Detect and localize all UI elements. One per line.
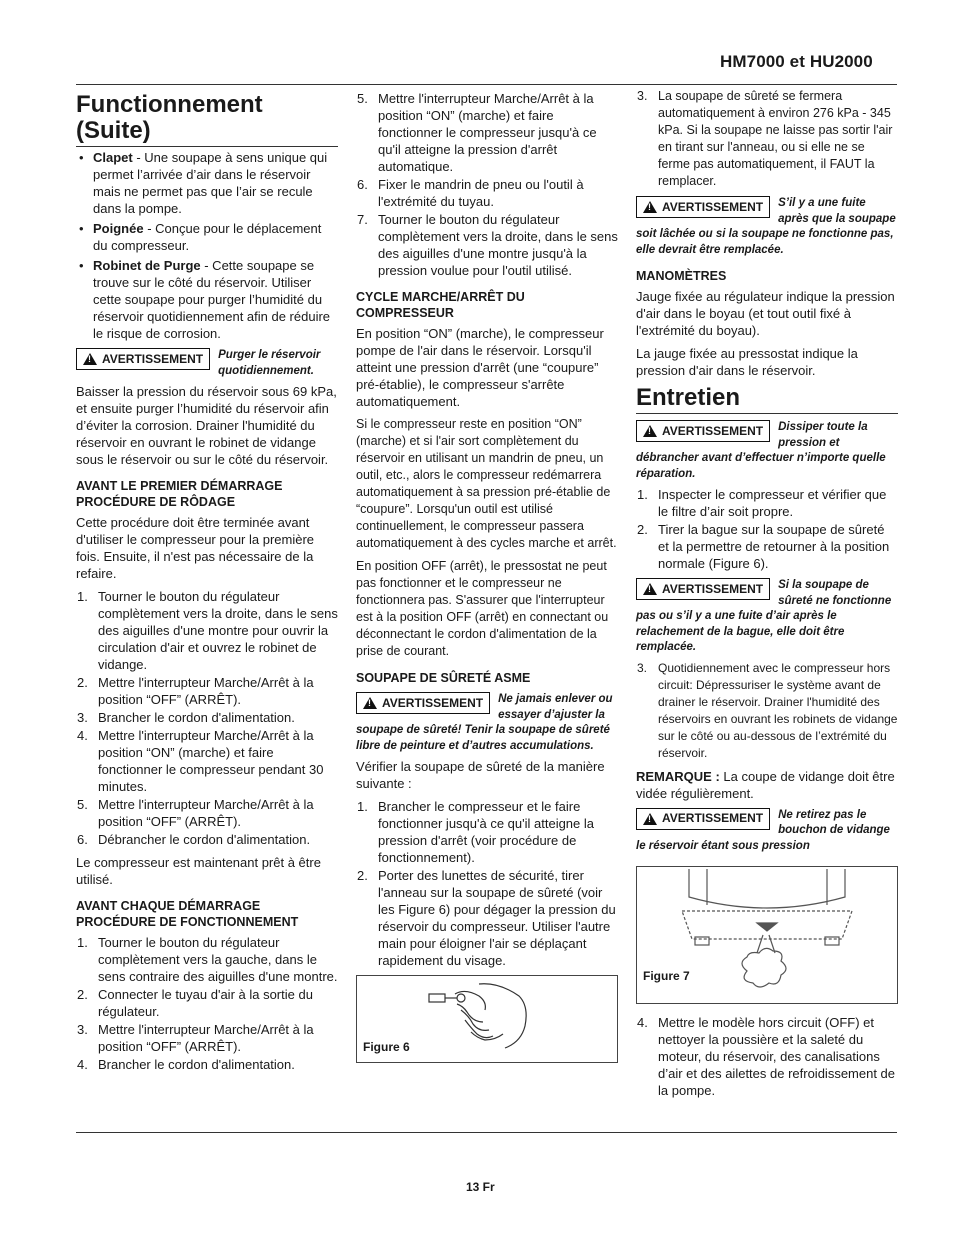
- section-title-functionnement: Functionnement (Suite): [76, 92, 338, 147]
- warning-badge: [356, 692, 490, 714]
- warning-triangle-icon: [363, 697, 377, 709]
- paragraph: La jauge fixée au pressostat indique la pression d'air dans le réservoir.: [636, 346, 858, 378]
- paragraph: En position “ON” (marche), le compresseur pompe de l'air dans le réservoir. Lorsqu'il atteint une pression d'arrêt (une “coupure” pré-établie), le compresseur s'arrête automatiquement.: [356, 326, 604, 409]
- list-item: 1. Tourner le bouton du régulateur complètement vers la gauche, dans le sens contraire des aiguilles d'une montre.: [77, 935, 338, 984]
- list-item: 6. Fixer le mandrin de pneu ou l'outil à l'extrémité du tuyau.: [357, 177, 584, 209]
- warning-label: AVERTISSEMENT: [662, 581, 764, 596]
- footer-rule: [76, 1132, 897, 1133]
- numbered-list: [636, 660, 898, 762]
- list-item: 1. Brancher le compresseur et le faire fonctionner jusqu'à ce qu'il atteigne la pression d'arrêt (voir procédure de fonctionnement).: [357, 799, 594, 865]
- warning-label: AVERTISSEMENT: [662, 423, 764, 438]
- warning-badge: [636, 808, 770, 830]
- warning-triangle-icon: [643, 583, 657, 595]
- list-item: 4. Mettre le modèle hors circuit (OFF) et nettoyer la poussière et la saleté du moteur, du réservoir, des canalisations d’air et des ailettes de refroidissement de la pompe.: [637, 1015, 896, 1098]
- warning-badge: [636, 420, 770, 442]
- column-1: [76, 88, 338, 1079]
- subsection-heading: CYCLE MARCHE/ARRÊT DU COMPRESSEUR: [356, 290, 525, 320]
- remarque-text: La coupe de vidange doit être vidée régulièrement.: [636, 768, 895, 801]
- numbered-list: [76, 934, 338, 1073]
- list-item: 2. Mettre l'interrupteur Marche/Arrêt à la position “OFF” (ARRÊT).: [77, 675, 314, 707]
- warning-block: [636, 420, 898, 482]
- warning-block: [636, 578, 898, 656]
- figure-caption: Figure 7: [643, 969, 690, 983]
- bullet-item: [76, 257, 338, 342]
- figure-caption: Figure 6: [363, 1040, 410, 1054]
- numbered-list: [636, 1014, 898, 1099]
- warning-text: S’il y a une fuite après que la soupape soit lâchée ou si la soupape ne fonctionne pas, elle devrait être remplacée.: [636, 197, 896, 256]
- warning-text: Ne jamais enlever ou essayer d’ajuster la soupape de sûreté! Tenir la soupape de sûreté libre de peinture et d’autres accumulations.: [356, 693, 613, 752]
- subsection-heading: SOUPAPE DE SÛRETÉ ASME: [356, 671, 531, 685]
- warning-block: [356, 692, 618, 754]
- list-item: 4. Mettre l'interrupteur Marche/Arrêt à la position “ON” (marche) et faire fonctionner le compresseur pendant 30 minutes.: [77, 728, 324, 794]
- header-rule: [76, 84, 897, 85]
- list-item: 2. Porter des lunettes de sécurité, tirer l'anneau sur la soupape de sûreté (voir les Figure 6) pour dégager la pression du réservoir du compresseur. Utiliser l'autre main pour éloigner l'air se déplaçant rapidement du visage.: [357, 868, 616, 968]
- warning-triangle-icon: [643, 813, 657, 825]
- list-item: 1. Tourner le bouton du régulateur complètement vers la droite, dans le sens des aiguilles d'une montre pour ouvrir la circulation d'air et ouvrez le robinet de vidange.: [77, 589, 338, 672]
- paragraph: Si le compresseur reste en position “ON” (marche) et si l'air sort complètement du réservoir en utilisant un mandrin de pneu, un outil, etc., alors le compresseur redémarrera automatiquement à sa pression pré-établie de “coupure”. Lorsqu'un outil est utilisé continuellement, le compresseur passera automatiquement à des cycles marche et arrêt.: [356, 417, 617, 550]
- figure-6: [356, 975, 618, 1063]
- list-item: 1. Inspecter le compresseur et vérifier que le filtre d’air soit propre.: [637, 487, 887, 519]
- warning-label: AVERTISSEMENT: [662, 811, 764, 825]
- list-item: 5. Mettre l'interrupteur Marche/Arrêt à la position “OFF” (ARRÊT).: [77, 797, 314, 829]
- paragraph: Le compresseur est maintenant prêt à être utilisé.: [76, 855, 321, 887]
- column-3: [636, 88, 898, 1105]
- numbered-list: [356, 90, 618, 279]
- warning-block: [636, 196, 898, 258]
- list-item: 3. Brancher le cordon d'alimentation.: [77, 710, 295, 725]
- warning-text: Purger le réservoir quotidiennement.: [218, 349, 321, 377]
- warning-block: [636, 808, 898, 855]
- list-item: 2. Connecter le tuyau d'air à la sortie du régulateur.: [77, 987, 313, 1019]
- section-title-entretien: Entretien: [636, 385, 898, 414]
- warning-badge: [76, 348, 210, 370]
- figure-7: [636, 866, 898, 1004]
- list-item: 2. Tirer la bague sur la soupape de sûreté et la permettre de retourner à la position normale (Figure 6).: [637, 522, 890, 571]
- bullet-text: - Conçue pour le déplacement du compresseur.: [93, 221, 322, 253]
- subsection-heading: AVANT LE PREMIER DÉMARRAGE PROCÉDURE DE RÔDAGE: [76, 479, 283, 509]
- paragraph: Vérifier la soupape de sûreté de la manière suivante :: [356, 759, 605, 791]
- remarque-paragraph: [636, 768, 898, 802]
- warning-label: AVERTISSEMENT: [382, 695, 484, 710]
- warning-block: [76, 348, 338, 379]
- document-header-model: HM7000 et HU2000: [720, 52, 873, 71]
- bullet-term: Clapet: [93, 150, 133, 165]
- remarque-label: REMARQUE :: [636, 768, 720, 784]
- warning-triangle-icon: [643, 201, 657, 213]
- subsection-heading: AVANT CHAQUE DÉMARRAGE PROCÉDURE DE FONCTIONNEMENT: [76, 899, 299, 929]
- paragraph: En position OFF (arrêt), le pressostat ne peut pas fonctionner et le compresseur ne fonctionnera pas. S'assurer que l'interrupteur est à la position OFF (arrêt) en connectant ou déconnectant le cordon d'alimentation de la prise de courant.: [356, 559, 609, 658]
- bullet-item: [76, 149, 338, 217]
- page-number: 13 Fr: [466, 1180, 495, 1194]
- warning-label: AVERTISSEMENT: [662, 199, 764, 214]
- numbered-list: [356, 798, 618, 969]
- numbered-list: [636, 486, 898, 572]
- bullet-term: Robinet de Purge: [93, 258, 201, 273]
- bullet-item: [76, 220, 338, 254]
- paragraph: Baisser la pression du réservoir sous 69 kPa, et ensuite purger l’humidité du réservoir afin d’éviter la corrosion. Drainer l'humidité du réservoir en ouvrant le robinet de vidange sous le réservoir ou sur le côté du réservoir.: [76, 384, 337, 467]
- warning-text: Dissiper toute la pression et débrancher avant d’effectuer n’importe quelle réparation.: [636, 421, 886, 480]
- list-item: 3. Quotidiennement avec le compresseur hors circuit: Dépressuriser le système avant de drainer le réservoir. Drainer l'humidité des réservoirs en ouvrant les robinets de vidange sur le côté ou au-dessous de l’extrémité du réservoir.: [637, 660, 898, 760]
- warning-text: Si la soupape de sûreté ne fonctionne pas ou s’il y a une fuite d’air après le relachement de la bague, elle doit être remplacée.: [636, 579, 892, 653]
- warning-badge: [636, 578, 770, 600]
- list-item: 5. Mettre l'interrupteur Marche/Arrêt à la position “ON” (marche) et faire fonctionner le compresseur jusqu'à ce qu'il atteigne la pression d'arrêt automatique.: [357, 91, 597, 174]
- list-item: 3. La soupape de sûreté se fermera automatiquement à environ 276 kPa - 345 kPa. Si la soupape ne laisse pas sortir l'air en tirant sur l'anneau, ou si elle ne se ferme pas automatiquement, il FAUT la remplacer.: [637, 89, 893, 188]
- warning-text: Ne retirez pas le bouchon de vidange le réservoir étant sous pression: [636, 808, 890, 852]
- numbered-list: [636, 88, 898, 190]
- warning-label: AVERTISSEMENT: [102, 351, 204, 366]
- bullet-text: - Cette soupape se trouve sur le côté du réservoir. Utiliser cette soupape pour purger l’humidité du réservoir quotidiennement afin de réduire le risque de corrosion.: [93, 258, 331, 341]
- list-item: 6. Débrancher le cordon d'alimentation.: [77, 832, 311, 847]
- paragraph: Cette procédure doit être terminée avant d'utiliser le compresseur pour la première fois. Ensuite, il n'est pas nécessaire de la refaire.: [76, 515, 315, 581]
- column-2: [356, 90, 618, 1063]
- list-item: 7. Tourner le bouton du régulateur complètement vers la droite, dans le sens des aiguilles d'une montre jusqu'à la pression voulue pour l'outil utilisé.: [357, 212, 618, 278]
- warning-triangle-icon: [643, 425, 657, 437]
- subsection-heading: MANOMÈTRES: [636, 269, 727, 283]
- list-item: 4. Brancher le cordon d'alimentation.: [77, 1057, 295, 1072]
- paragraph: Jauge fixée au régulateur indique la pression d'air dans le boyau (et tout outil fixé à l'extrémité du boyau).: [636, 289, 895, 338]
- numbered-list: [76, 588, 338, 848]
- bullet-term: Poignée: [93, 221, 144, 236]
- warning-triangle-icon: [83, 353, 97, 365]
- feature-bullet-list: [76, 149, 338, 342]
- list-item: 3. Mettre l'interrupteur Marche/Arrêt à la position “OFF” (ARRÊT).: [77, 1022, 314, 1054]
- bullet-text: - Une soupape à sens unique qui permet l’arrivée d’air dans le réservoir mais ne permet pas que l’air se recule dans la pompe.: [93, 150, 328, 216]
- warning-badge: [636, 196, 770, 218]
